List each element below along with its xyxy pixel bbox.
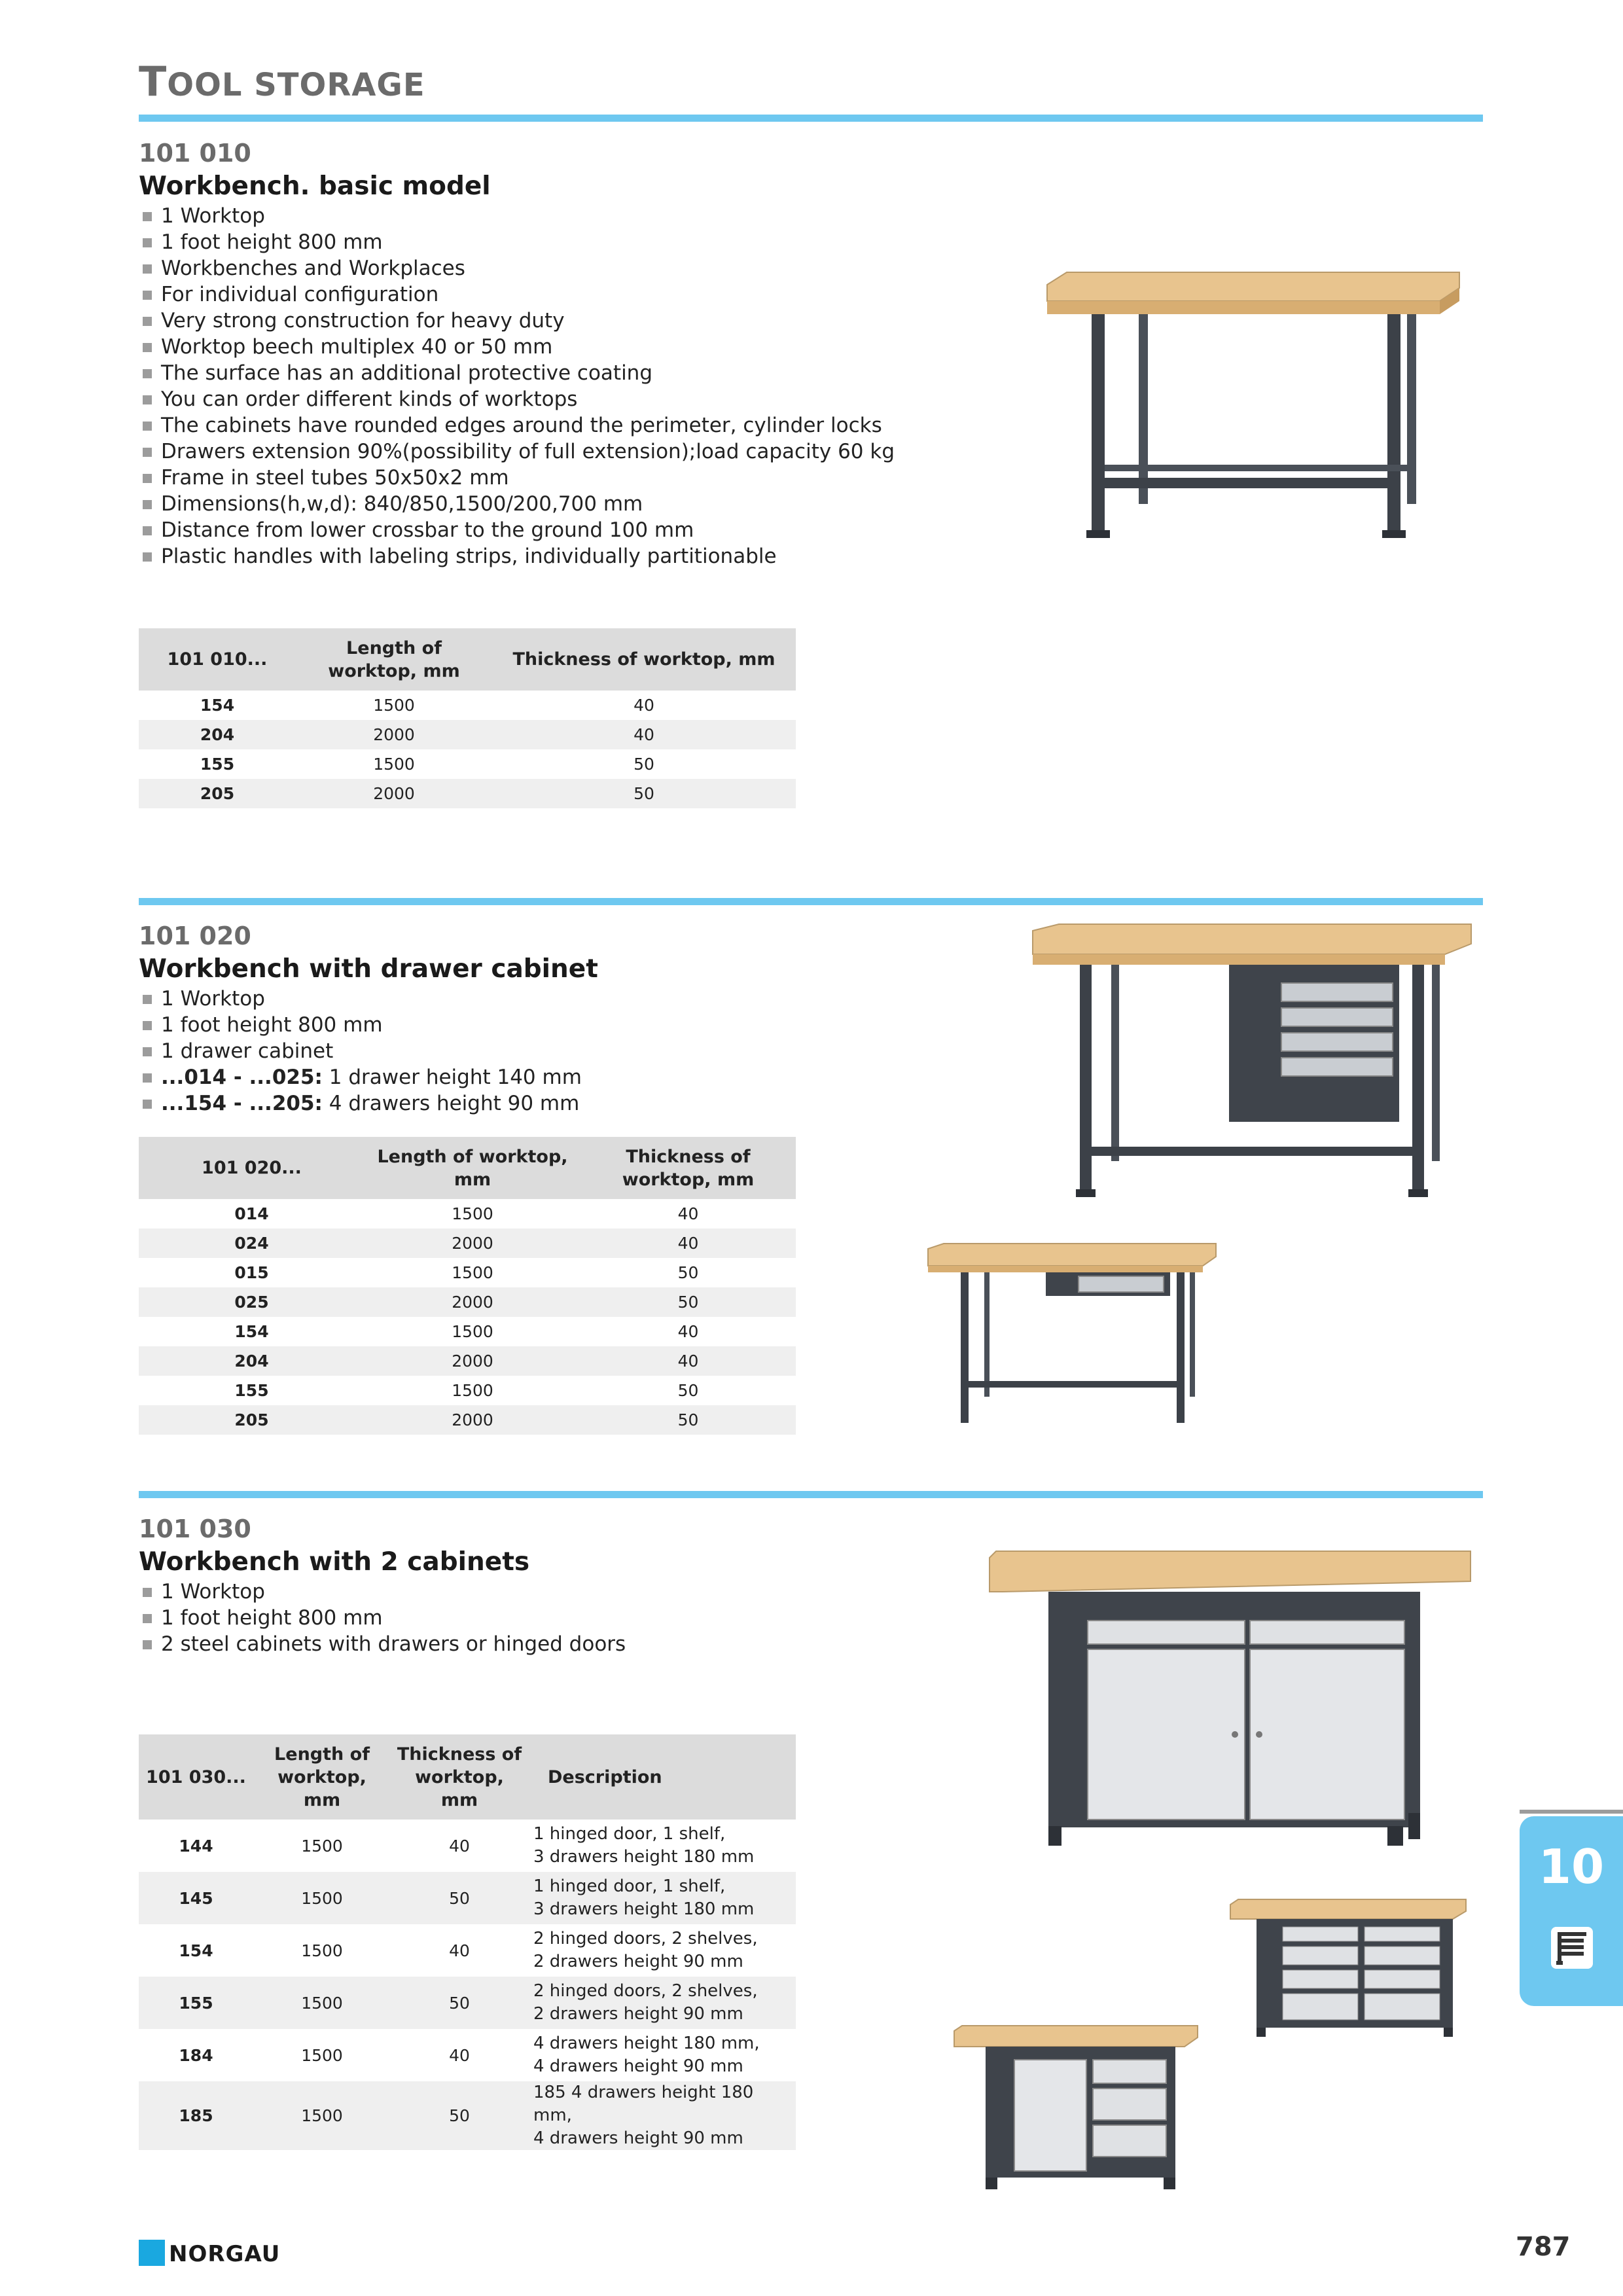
spec-table [139,628,796,808]
feature-item: 1 Worktop [139,203,895,229]
table-row: 015 1500 50 [234,1263,699,1282]
workbench-door-drawers-image [954,2026,1198,2191]
feature-item: Distance from lower crossbar to the ground 100 mm [139,517,895,543]
code-range-desc: 4 drawers height 90 mm [322,1092,580,1115]
feature-item: 1 Worktop [139,1579,626,1605]
page-title: TOOL STORAGE [139,58,425,105]
section-rule [139,898,1483,905]
table-row: 024 2000 40 [139,1229,796,1258]
table-row: 155 1500 50 [234,1381,699,1400]
feature-item: Dimensions(h,w,d): 840/850,1500/200,700 mm [139,491,895,517]
table-header: Thickness of worktop, mm [580,1137,796,1199]
feature-item: 2 steel cabinets with drawers or hinged doors [139,1631,626,1657]
spec-table [139,1734,796,2150]
brand-logo-text: NORGAU [169,2241,281,2267]
feature-item: You can order different kinds of worktops [139,386,895,412]
tab-divider [1520,1810,1623,1814]
feature-item: 1 Worktop [139,986,582,1012]
table-header: Length of worktop, mm [253,1734,391,1820]
table-header: 101 030... [139,1734,253,1820]
table-row: 204 2000 40 [139,720,796,749]
chapter-number: 10 [1538,1839,1605,1894]
workbench-two-cabinets-image [990,1551,1474,1852]
feature-item: 1 foot height 800 mm [139,229,895,255]
product-name: Workbench with 2 cabinets [139,1547,530,1577]
product-code: 101 010 [139,139,251,168]
tool-cabinet-icon [1548,1924,1596,1971]
table-row: 185 1500 50 185 4 drawers height 180 mm, 4 drawers height 90 mm [139,2081,796,2150]
product-code: 101 020 [139,922,251,950]
code-range: ...014 - ...025: [161,1066,323,1089]
table-row: 154 1500 40 [234,1322,699,1341]
feature-item: 1 foot height 800 mm [139,1605,626,1631]
feature-item: Worktop beech multiplex 40 or 50 mm [139,334,895,360]
workbench-drawer-cabinet-image [1033,924,1471,1206]
feature-list [139,986,582,1117]
table-row: 154 1500 40 [200,696,654,715]
workbench-basic-image [1041,268,1466,550]
table-header: Length of worktop, mm [296,628,492,691]
feature-item: 1 drawer cabinet [139,1038,582,1064]
feature-item: Workbenches and Workplaces [139,255,895,281]
brand-logo-mark [139,2240,165,2266]
feature-item: The cabinets have rounded edges around the perimeter, cylinder locks [139,412,895,439]
table-header: Thickness of worktop, mm [391,1734,528,1820]
table-row: 205 2000 50 [139,1405,796,1435]
table-row: 204 2000 40 [139,1346,796,1376]
table-row: 144 1500 40 1 hinged door, 1 shelf, 3 drawers height 180 mm [179,1824,755,1867]
feature-item: Very strong construction for heavy duty [139,308,895,334]
table-header: 101 020... [139,1137,365,1199]
feature-item: For individual configuration [139,281,895,308]
table-row: 155 1500 50 2 hinged doors, 2 shelves, 2 drawers height 90 mm [139,1977,796,2029]
feature-item: 1 foot height 800 mm [139,1012,582,1038]
feature-item [139,1090,582,1117]
table-row: 184 1500 40 4 drawers height 180 mm, 4 drawers height 90 mm [179,2034,760,2076]
feature-item: Frame in steel tubes 50x50x2 mm [139,465,895,491]
workbench-eight-drawers-image [1230,1899,1466,2037]
table-row: 025 2000 50 [139,1287,796,1317]
table-row: 205 2000 50 [139,779,796,808]
code-range: ...154 - ...205: [161,1092,323,1115]
feature-list [139,1579,626,1657]
table-header: Thickness of worktop, mm [492,628,796,691]
feature-item [139,1064,582,1090]
table-row: 014 1500 40 [234,1204,699,1223]
table-header: Length of worktop, mm [365,1137,580,1199]
product-name: Workbench with drawer cabinet [139,954,598,984]
code-range-desc: 1 drawer height 140 mm [322,1066,582,1089]
product-name: Workbench. basic model [139,171,491,201]
table-row: 155 1500 50 [200,755,654,774]
feature-item: The surface has an additional protective coating [139,360,895,386]
feature-item: Plastic handles with labeling strips, individually partitionable [139,543,895,569]
workbench-single-drawer-image [928,1244,1216,1427]
page-number: 787 [1516,2232,1571,2262]
section-rule [139,1491,1483,1498]
feature-list [139,203,895,569]
table-header: 101 010... [139,628,296,691]
spec-table [139,1137,796,1435]
table-row: 145 1500 50 1 hinged door, 1 shelf, 3 drawers height 180 mm [139,1872,796,1924]
table-row: 154 1500 40 2 hinged doors, 2 shelves, 2 drawers height 90 mm [179,1929,758,1971]
header-rule [139,115,1483,122]
feature-item: Drawers extension 90%(possibility of full extension);load capacity 60 kg [139,439,895,465]
product-code: 101 030 [139,1515,251,1543]
table-header: Description [528,1734,796,1820]
